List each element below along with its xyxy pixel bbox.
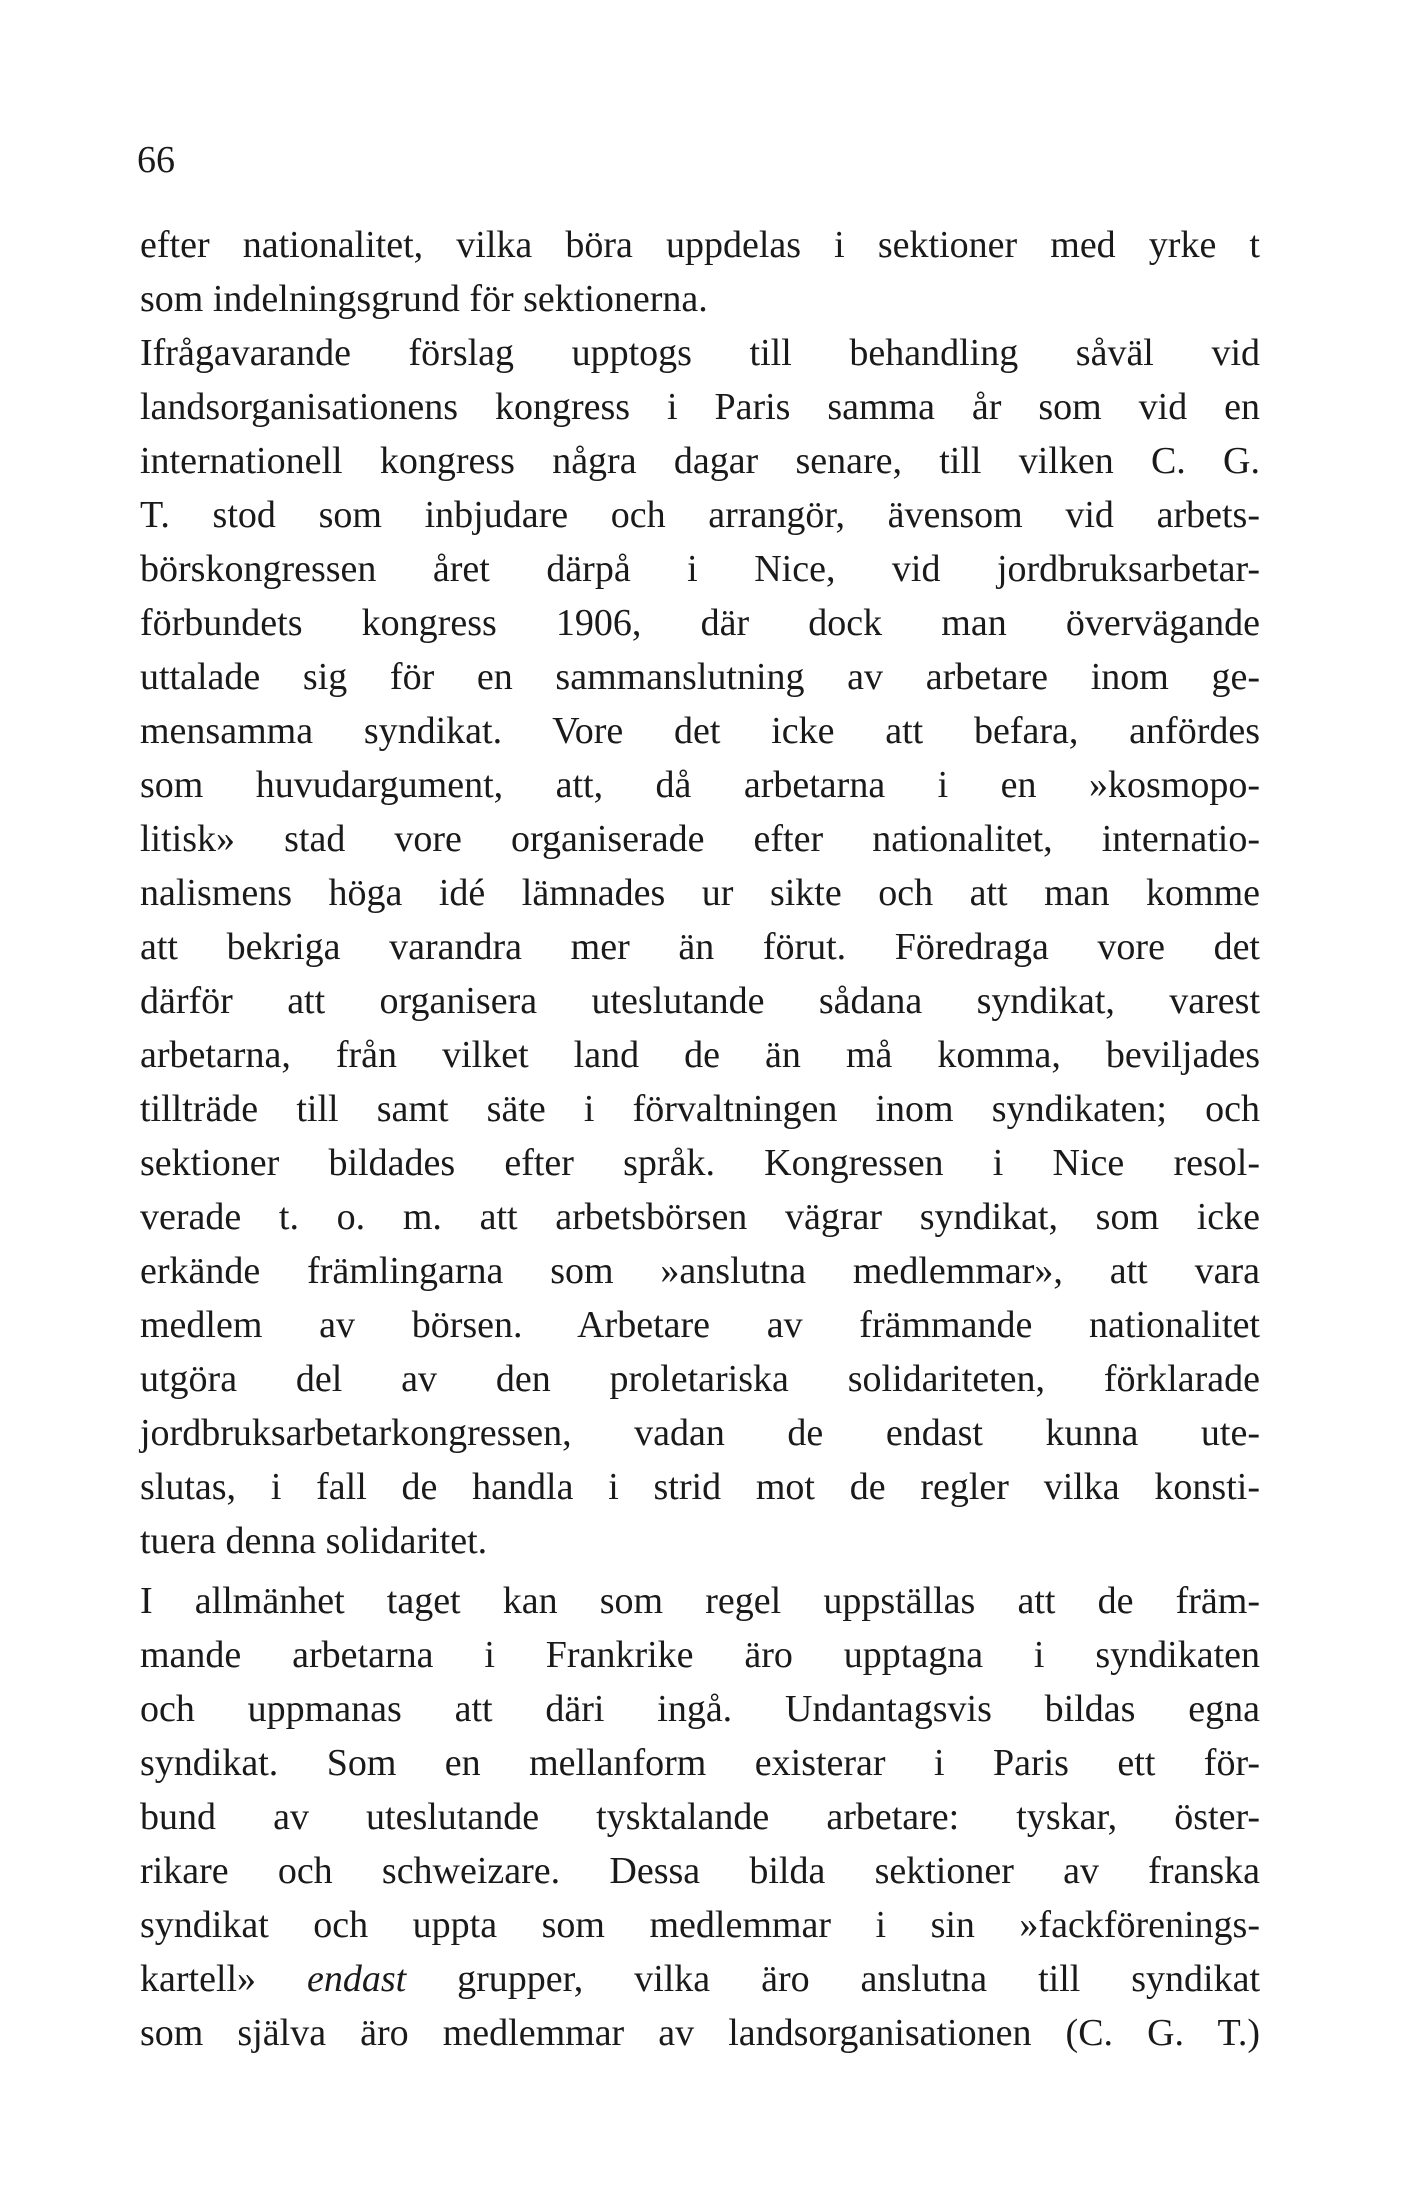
text-run: kartell» (140, 1958, 307, 2000)
text-line: syndikat och uppta som medlemmar i sin »fackförenings- (140, 1904, 1260, 1946)
text-line: bund av uteslutande tysktalande arbetare: tyskar, öster- (140, 1796, 1260, 1838)
text-line: utgöra del av den proletariska solidariteten, förklarade (140, 1358, 1260, 1400)
text-line: internationell kongress några dagar senare, till vilken C. G. (140, 440, 1260, 482)
text-line: T. stod som inbjudare och arrangör, ävensom vid arbets- (140, 494, 1260, 536)
text-line: att bekriga varandra mer än förut. Föredraga vore det (140, 926, 1260, 968)
text-run: grupper, vilka äro anslutna till syndikat (406, 1958, 1260, 2000)
text-line: Ifrågavarande förslag upptogs till behandling såväl vid (140, 332, 1260, 374)
emphasized-word: endast (306, 1958, 407, 2000)
text-line: därför att organisera uteslutande sådana syndikat, varest (140, 980, 1260, 1022)
text-line: tillträde till samt säte i förvaltningen inom syndikaten; och (140, 1088, 1260, 1130)
text-line: tuera denna solidaritet. (140, 1520, 488, 1562)
text-line: syndikat. Som en mellanform existerar i Paris ett för- (140, 1742, 1260, 1784)
text-line: verade t. o. m. att arbetsbörsen vägrar syndikat, som icke (140, 1196, 1260, 1238)
text-line: medlem av börsen. Arbetare av främmande nationalitet (140, 1304, 1260, 1346)
text-line: förbundets kongress 1906, där dock man övervägande (140, 602, 1260, 644)
text-line: sektioner bildades efter språk. Kongressen i Nice resol- (140, 1142, 1260, 1184)
text-line: I allmänhet taget kan som regel uppställas att de främ- (140, 1580, 1260, 1622)
text-line: erkände främlingarna som »anslutna medlemmar», att vara (140, 1250, 1260, 1292)
text-line: efter nationalitet, vilka böra uppdelas i sektioner med yrke t (140, 224, 1260, 266)
paragraph-3 (140, 1574, 1260, 2060)
text-line: rikare och schweizare. Dessa bilda sektioner av franska (140, 1850, 1260, 1892)
text-line: slutas, i fall de handla i strid mot de regler vilka konsti- (140, 1466, 1260, 1508)
paragraph-2 (140, 326, 1260, 1568)
text-line: uttalade sig för en sammanslutning av arbetare inom ge- (140, 656, 1260, 698)
text-line: litisk» stad vore organiserade efter nationalitet, internatio- (140, 818, 1260, 860)
text-line: landsorganisationens kongress i Paris samma år som vid en (140, 386, 1260, 428)
text-line: och uppmanas att däri ingå. Undantagsvis bildas egna (140, 1688, 1260, 1730)
text-line: som indelningsgrund för sektionerna. (140, 278, 708, 320)
paragraph-1 (140, 218, 1260, 326)
text-line: mensamma syndikat. Vore det icke att befara, anfördes (140, 710, 1260, 752)
text-line: som själva äro medlemmar av landsorganisationen (C. G. T.) (140, 2012, 1260, 2054)
text-line: som huvudargument, att, då arbetarna i en »kosmopo- (140, 764, 1260, 806)
text-line: nalismens höga idé lämnades ur sikte och att man komme (140, 872, 1260, 914)
text-line: mande arbetarna i Frankrike äro upptagna i syndikaten (140, 1634, 1260, 1676)
text-line: arbetarna, från vilket land de än må komma, beviljades (140, 1034, 1260, 1076)
text-line: jordbruksarbetarkongressen, vadan de endast kunna ute- (140, 1412, 1260, 1454)
text-line-with-emphasis (140, 1952, 1260, 2006)
text-line: börskongressen året därpå i Nice, vid jordbruksarbetar- (140, 548, 1260, 590)
page-number: 66 (137, 139, 175, 181)
